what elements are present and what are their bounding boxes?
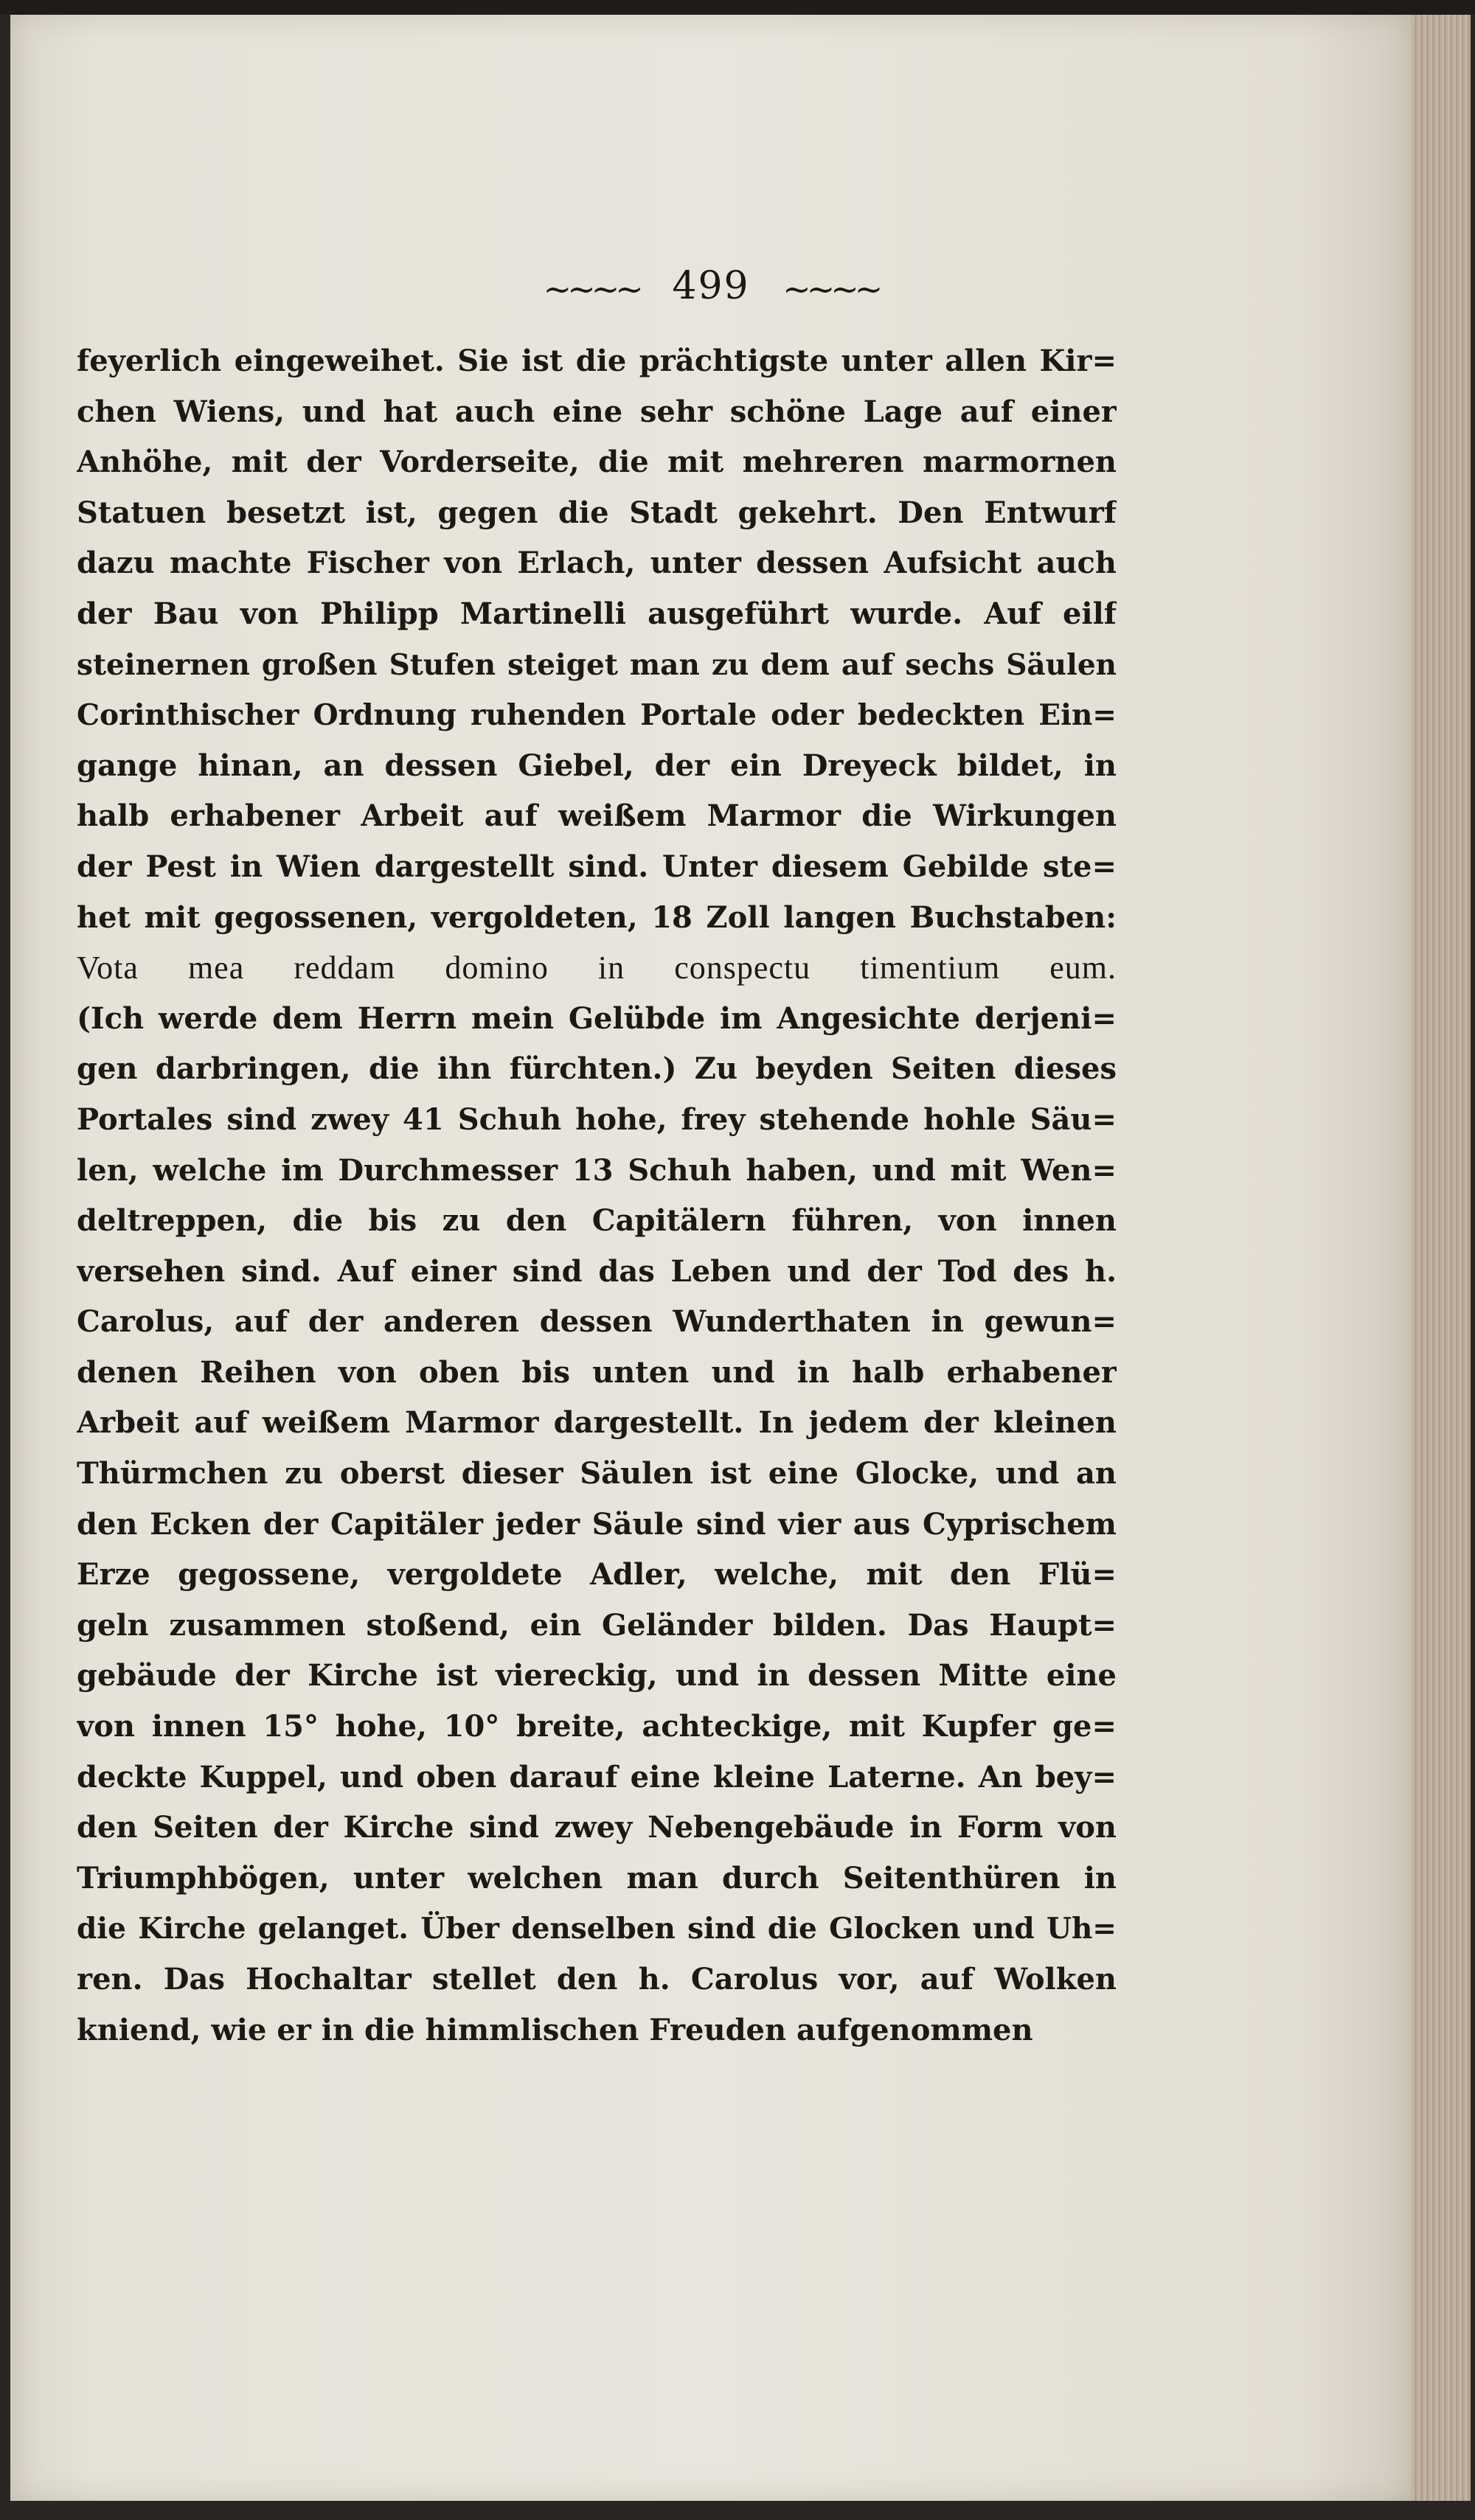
text-line: Statuen besetzt ist, gegen die Stadt gekehrt. Den Entwurf (77, 495, 1117, 530)
text-line: Anhöhe, mit der Vorderseite, die mit mehreren marmornen (77, 445, 1117, 480)
text-line: Triumphbögen, unter welchen man durch Seitenthüren in (77, 1860, 1117, 1896)
ornament-right: ~~~~ (782, 268, 879, 309)
page-edges-stack (1412, 15, 1471, 2501)
text-line: gange hinan, an dessen Giebel, der ein Dreyeck bildet, in (77, 748, 1117, 783)
text-line: kniend, wie er in die himmlischen Freuden aufgenommen (77, 2012, 1033, 2047)
text-line: chen Wiens, und hat auch eine sehr schöne Lage auf einer (77, 394, 1117, 429)
text-line: Erze gegossene, vergoldete Adler, welche, mit den Flü= (77, 1557, 1117, 1593)
text-line: Carolus, auf der anderen dessen Wunderthaten in gewun= (77, 1304, 1117, 1340)
text-line: Vota mea reddam domino in conspectu timentium eum. (77, 950, 1117, 986)
text-line: halb erhabener Arbeit auf weißem Marmor die Wirkungen (77, 798, 1117, 834)
page-number: 499 (672, 264, 750, 308)
text-line: der Pest in Wien dargestellt sind. Unter diesem Gebilde ste= (77, 849, 1117, 884)
text-line: Thürmchen zu oberst dieser Säulen ist eine Glocke, und an (77, 1456, 1117, 1492)
book-page (10, 15, 1412, 2501)
text-line: Portales sind zwey 41 Schuh hohe, frey stehende hohle Säu= (77, 1101, 1117, 1137)
text-line: dazu machte Fischer von Erlach, unter dessen Aufsicht auch (77, 546, 1117, 581)
text-line: Arbeit auf weißem Marmor dargestellt. In jedem der kleinen (77, 1405, 1117, 1441)
text-line: len, welche im Durchmesser 13 Schuh haben, und mit Wen= (77, 1152, 1117, 1188)
text-line: gen darbringen, die ihn fürchten.) Zu beyden Seiten dieses (77, 1051, 1117, 1087)
text-line: gebäude der Kirche ist viereckig, und in dessen Mitte eine (77, 1658, 1117, 1694)
text-line: geln zusammen stoßend, ein Geländer bilden. Das Haupt= (77, 1607, 1117, 1643)
text-line: feyerlich eingeweihet. Sie ist die prächtigste unter allen Kir= (77, 344, 1117, 378)
text-line: Corinthischer Ordnung ruhenden Portale oder bedeckten Ein= (77, 698, 1117, 733)
text-line: deckte Kuppel, und oben darauf eine kleine Laterne. An bey= (77, 1759, 1117, 1795)
text-line: der Bau von Philipp Martinelli ausgeführt wurde. Auf eilf (77, 596, 1117, 631)
text-line: von innen 15° hohe, 10° breite, achteckige, mit Kupfer ge= (77, 1709, 1117, 1744)
ornament-left: ~~~~ (543, 268, 639, 309)
text-line: die Kirche gelanget. Über denselben sind die Glocken und Uh= (77, 1912, 1117, 1946)
text-line: ren. Das Hochaltar stellet den h. Carolus vor, auf Wolken (77, 1962, 1117, 1997)
body-text (77, 336, 1117, 2056)
text-line: den Seiten der Kirche sind zwey Nebengebäude in Form von (77, 1810, 1117, 1845)
text-line: (Ich werde dem Herrn mein Gelübde im Angesichte derjeni= (77, 1000, 1117, 1036)
text-line: den Ecken der Capitäler jeder Säule sind vier aus Cyprischem (77, 1506, 1117, 1542)
text-line: steinernen großen Stufen steiget man zu dem auf sechs Säulen (77, 647, 1117, 682)
page-header (10, 264, 1412, 309)
text-line: denen Reihen von oben bis unten und in halb erhabener (77, 1354, 1117, 1390)
text-line: het mit gegossenen, vergoldeten, 18 Zoll langen Buchstaben: (77, 899, 1117, 935)
text-line: versehen sind. Auf einer sind das Leben und der Tod des h. (77, 1253, 1117, 1289)
text-line: deltreppen, die bis zu den Capitälern führen, von innen (77, 1203, 1117, 1239)
scan-top-border (0, 0, 1475, 15)
